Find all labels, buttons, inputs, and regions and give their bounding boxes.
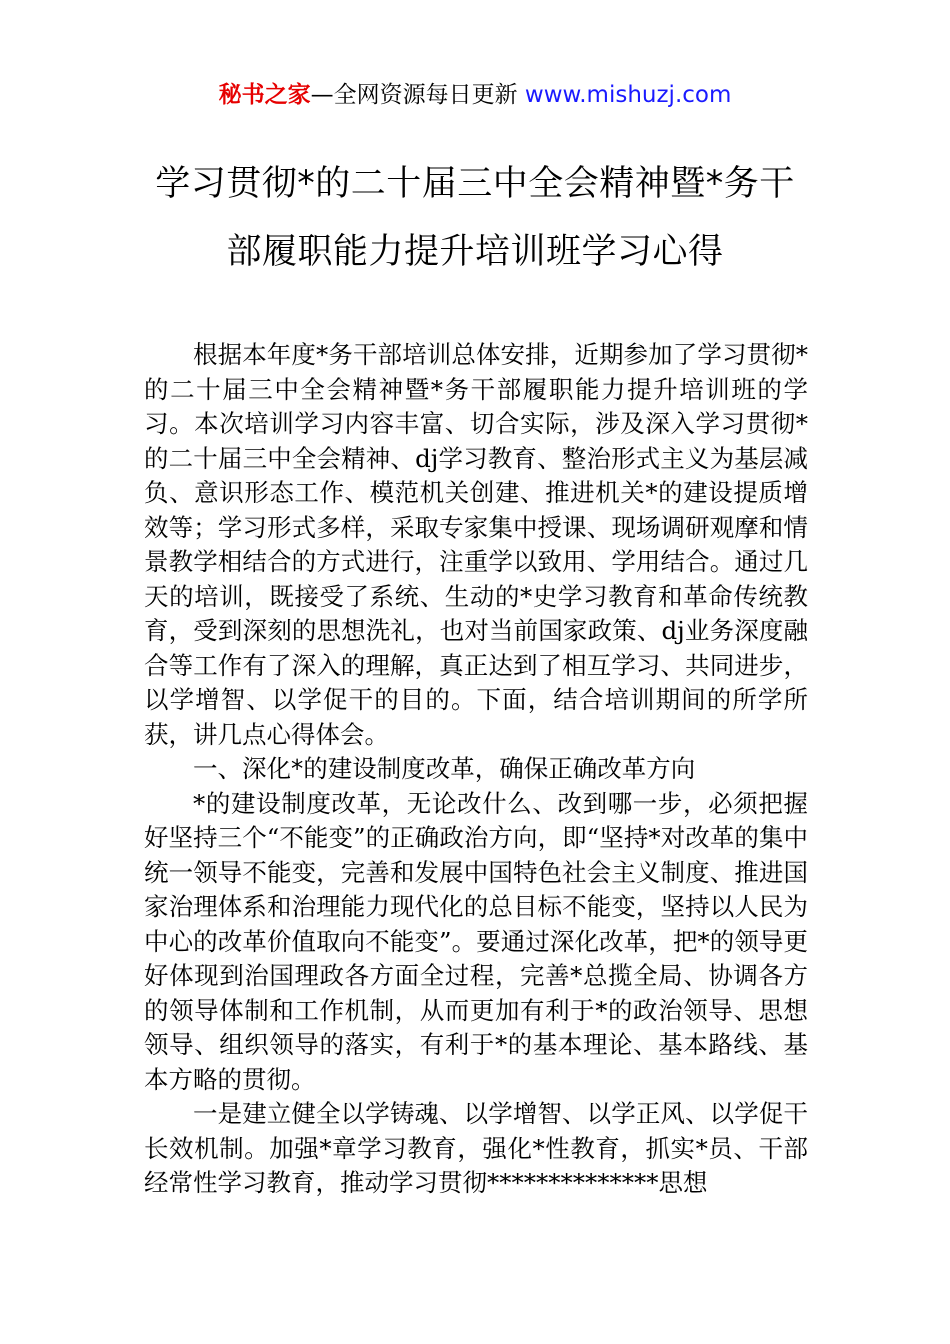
title-line-2: 部履职能力提升培训班学习心得 xyxy=(226,232,724,272)
header-tagline: —全网资源每日更新 xyxy=(310,82,525,108)
document-body xyxy=(144,338,808,1201)
paragraph-section-1: *的建设制度改革，无论改什么、改到哪一步，必须把握好坚持三个“不能变”的正确政治方向，即“坚持*对改革的集中统一领导不能变，完善和发展中国特色社会主义制度、推进国家治理体系和治理能力现代化的总目标不能变，坚持以人民为中心的改革价值取向不能变”。要通过深化改革，把*的领导更好体现到治国理政各方面全过程，完善*总揽全局、协调各方的领导体制和工作机制，从而更加有利于*的政治领导、思想领导、组织领导的落实，有利于*的基本理论、基本路线、基本方略的贯彻。 xyxy=(144,788,808,1094)
section-heading-1: 一、深化*的建设制度改革，确保正确改革方向 xyxy=(193,754,696,783)
title-line-1: 学习贯彻*的二十届三中全会精神暨*务干 xyxy=(155,164,795,204)
site-header xyxy=(0,78,950,112)
paragraph-point-1: 一是建立健全以学铸魂、以学增智、以学正风、以学促干长效机制。加强*章学习教育，强化*性教育，抓实*员、干部经常性学习教育，推动学习贯彻**************思想 xyxy=(144,1099,808,1197)
site-url-link[interactable]: www.mishuzj.com xyxy=(524,82,732,108)
document-title xyxy=(120,150,830,286)
paragraph-intro: 根据本年度*务干部培训总体安排，近期参加了学习贯彻*的二十届三中全会精神暨*务干部履职能力提升培训班的学习。本次培训学习内容丰富、切合实际，涉及深入学习贯彻*的二十届三中全会精神、dj学习教育、整治形式主义为基层减负、意识形态工作、模范机关创建、推进机关*的建设提质增效等；学习形式多样，采取专家集中授课、现场调研观摩和情景教学相结合的方式进行，注重学以致用、学用结合。通过几天的培训，既接受了系统、生动的*史学习教育和革命传统教育，受到深刻的思想洗礼，也对当前国家政策、dj业务深度融合等工作有了深入的理解，真正达到了相互学习、共同进步，以学增智、以学促干的目的。下面，结合培训期间的所学所获，讲几点心得体会。 xyxy=(144,340,808,749)
brand-name: 秘书之家 xyxy=(218,82,311,108)
